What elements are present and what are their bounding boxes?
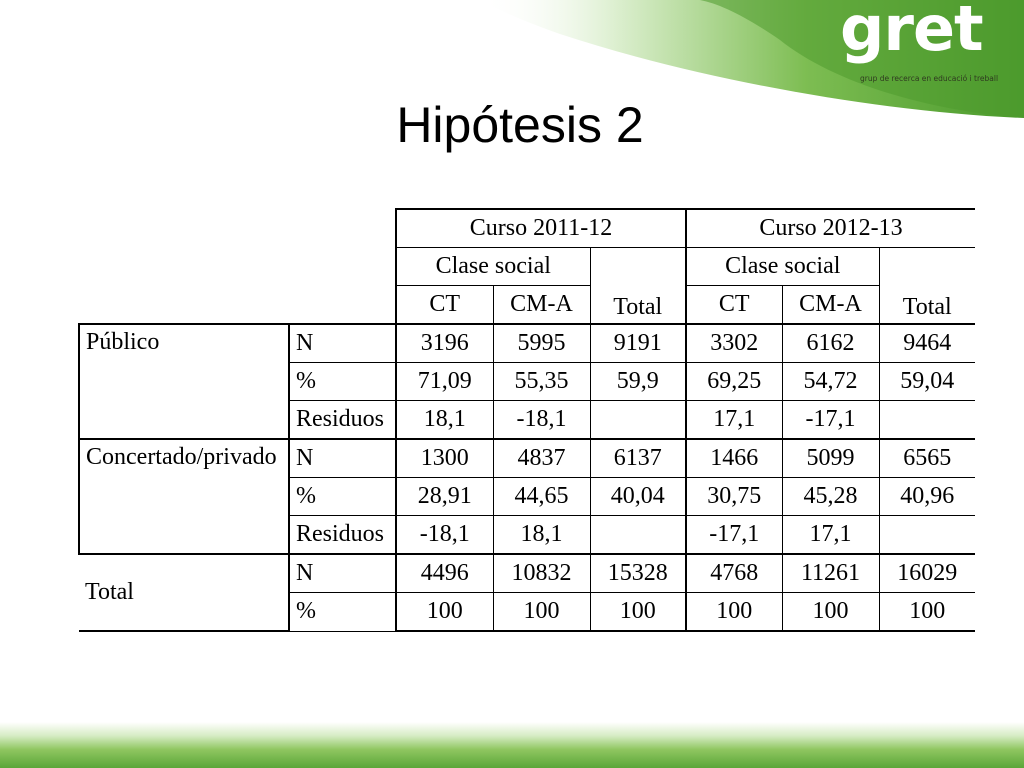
table-cell [879, 401, 975, 440]
table-cell: 69,25 [686, 363, 782, 401]
subheader-clase-social: Clase social [686, 248, 879, 286]
table-cell: 16029 [879, 554, 975, 593]
table-cell: 4768 [686, 554, 782, 593]
table-cell: 40,96 [879, 478, 975, 516]
table-cell: 54,72 [782, 363, 879, 401]
logo-tagline: grup de recerca en educació i treball [860, 74, 999, 83]
table-cell: 18,1 [396, 401, 493, 440]
table-cell: 100 [493, 593, 590, 632]
col-header-ct: CT [396, 286, 493, 325]
table-cell: 59,9 [590, 363, 686, 401]
stat-label: Residuos [289, 516, 396, 555]
stat-label: N [289, 439, 396, 478]
group-header-2011: Curso 2011-12 [396, 209, 686, 248]
table-cell: 59,04 [879, 363, 975, 401]
col-header-ct: CT [686, 286, 782, 325]
table-cell [879, 516, 975, 555]
table-cell: 100 [879, 593, 975, 632]
footer-bar [0, 722, 1024, 768]
col-header-cm-a: CM-A [493, 286, 590, 325]
table-cell: 11261 [782, 554, 879, 593]
subheader-clase-social: Clase social [396, 248, 590, 286]
contingency-table [78, 208, 975, 632]
table-cell: 4837 [493, 439, 590, 478]
logo-wordmark: gret [840, 0, 983, 65]
table-cell: 100 [782, 593, 879, 632]
stat-label: Residuos [289, 401, 396, 440]
table-cell: 45,28 [782, 478, 879, 516]
table-cell: -17,1 [686, 516, 782, 555]
table-cell: 100 [396, 593, 493, 632]
col-header-total: Total [590, 248, 686, 325]
gret-logo [840, 0, 1000, 92]
table-cell [590, 401, 686, 440]
table-cell: 17,1 [782, 516, 879, 555]
table-cell: 10832 [493, 554, 590, 593]
table-cell: -18,1 [493, 401, 590, 440]
table-cell: 40,04 [590, 478, 686, 516]
table-cell: -17,1 [782, 401, 879, 440]
stat-label: N [289, 554, 396, 593]
table-cell: 6565 [879, 439, 975, 478]
table-cell: 5995 [493, 324, 590, 363]
group-header-2012: Curso 2012-13 [686, 209, 975, 248]
table-cell: 1466 [686, 439, 782, 478]
table-cell: 17,1 [686, 401, 782, 440]
table-cell: 15328 [590, 554, 686, 593]
stat-label: % [289, 478, 396, 516]
table-cell: 18,1 [493, 516, 590, 555]
row-group-label: Público [79, 324, 289, 439]
table-cell: 100 [590, 593, 686, 632]
col-header-total: Total [879, 248, 975, 325]
table-cell: -18,1 [396, 516, 493, 555]
table-cell: 30,75 [686, 478, 782, 516]
table-cell: 3302 [686, 324, 782, 363]
table-cell: 5099 [782, 439, 879, 478]
slide-title: Hipótesis 2 [396, 97, 644, 153]
table-cell: 9464 [879, 324, 975, 363]
table-cell: 6162 [782, 324, 879, 363]
table-cell: 28,91 [396, 478, 493, 516]
table-cell: 71,09 [396, 363, 493, 401]
table-cell: 1300 [396, 439, 493, 478]
table-cell: 44,65 [493, 478, 590, 516]
stat-label: N [289, 324, 396, 363]
row-group-label: Concertado/privado [79, 439, 289, 554]
table-cell: 6137 [590, 439, 686, 478]
table-cell: 9191 [590, 324, 686, 363]
table-cell: 4496 [396, 554, 493, 593]
table-cell: 3196 [396, 324, 493, 363]
col-header-cm-a: CM-A [782, 286, 879, 325]
row-group-label: Total [79, 554, 289, 631]
stat-label: % [289, 363, 396, 401]
table-cell [590, 516, 686, 555]
table-cell: 55,35 [493, 363, 590, 401]
stat-label: % [289, 593, 396, 632]
table-cell: 100 [686, 593, 782, 632]
